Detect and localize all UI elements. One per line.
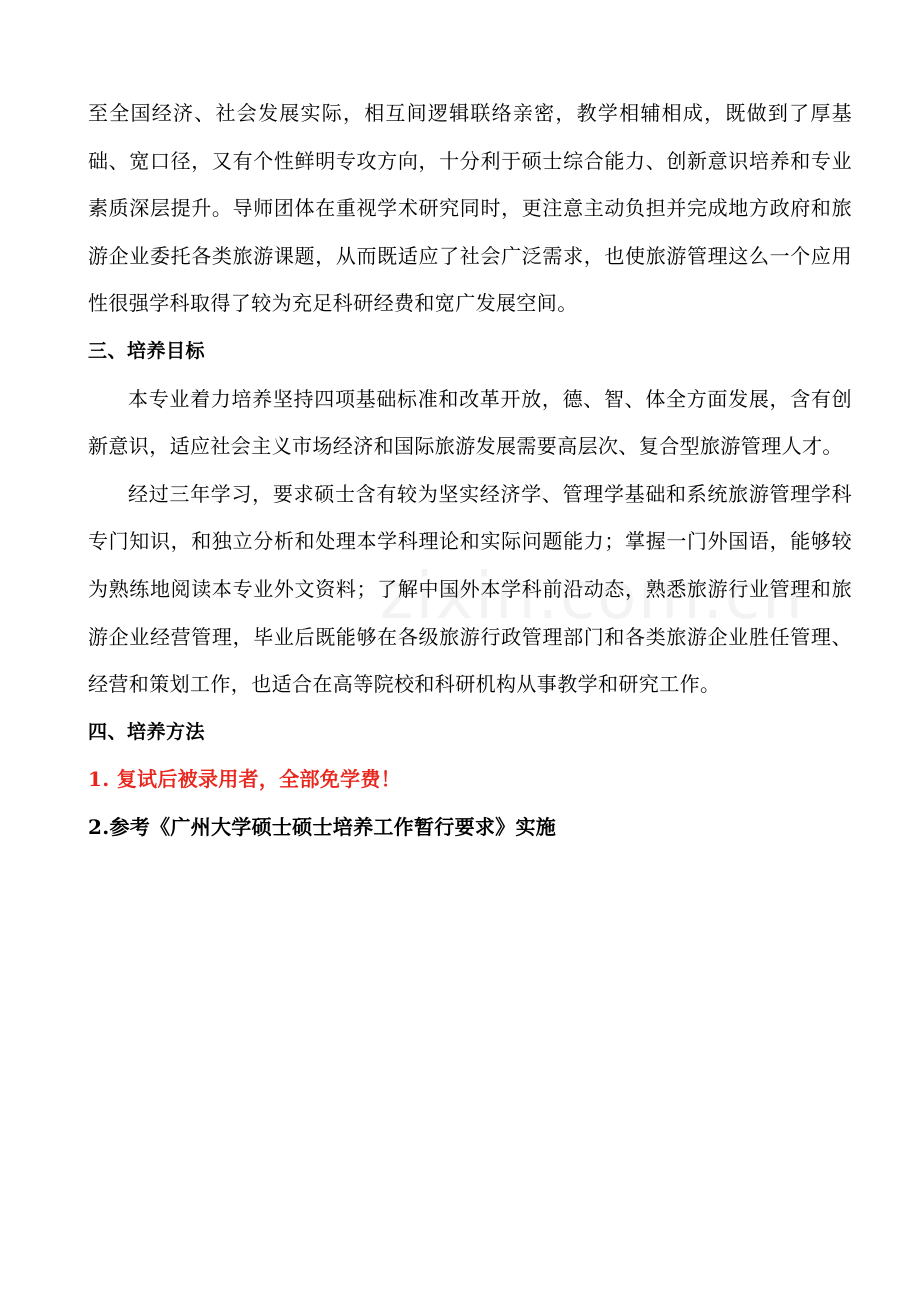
section-heading-methods: 四、培养方法: [88, 720, 206, 743]
paragraph-goals-1: 本专业着力培养坚持四项基础标准和改革开放，德、智、体全方面发展，含有创新意识，适应社会主义市场经济和国际旅游发展需要高层次、复合型旅游管理人才。: [88, 386, 852, 459]
paragraph-goals-2: 经过三年学习，要求硕士含有较为坚实经济学、管理学基础和系统旅游管理学科专门知识，和独立分析和处理本学科理论和实际问题能力；掌握一门外国语，能够较为熟练地阅读本专业外文资料；了解中国外本学科前沿动态，熟悉旅游行业管理和旅游企业经营管理，毕业后既能够在各级旅游行政管理部门和各类旅游企业胜任管理、经营和策划工作，也适合在高等院校和科研机构从事教学和研究工作。: [88, 481, 852, 697]
method-item-1: 1. 复试后被录用者，全部免学费！: [88, 767, 401, 792]
method-item-2: 2.参考《广州大学硕士硕士培养工作暂行要求》实施: [88, 814, 557, 839]
document-page: [88, 90, 852, 852]
paragraph-intro: 至全国经济、社会发展实际，相互间逻辑联络亲密，教学相辅相成，既做到了厚基础、宽口径，又有个性鲜明专攻方向，十分利于硕士综合能力、创新意识培养和专业素质深层提升。导师团体在重视学术研究同时，更注意主动负担并完成地方政府和旅游企业委托各类旅游课题，从而既适应了社会广泛需求，也使旅游管理这么一个应用性很强学科取得了较为充足科研经费和宽广发展空间。: [88, 101, 852, 316]
section-heading-goals: 三、培养目标: [88, 339, 206, 362]
